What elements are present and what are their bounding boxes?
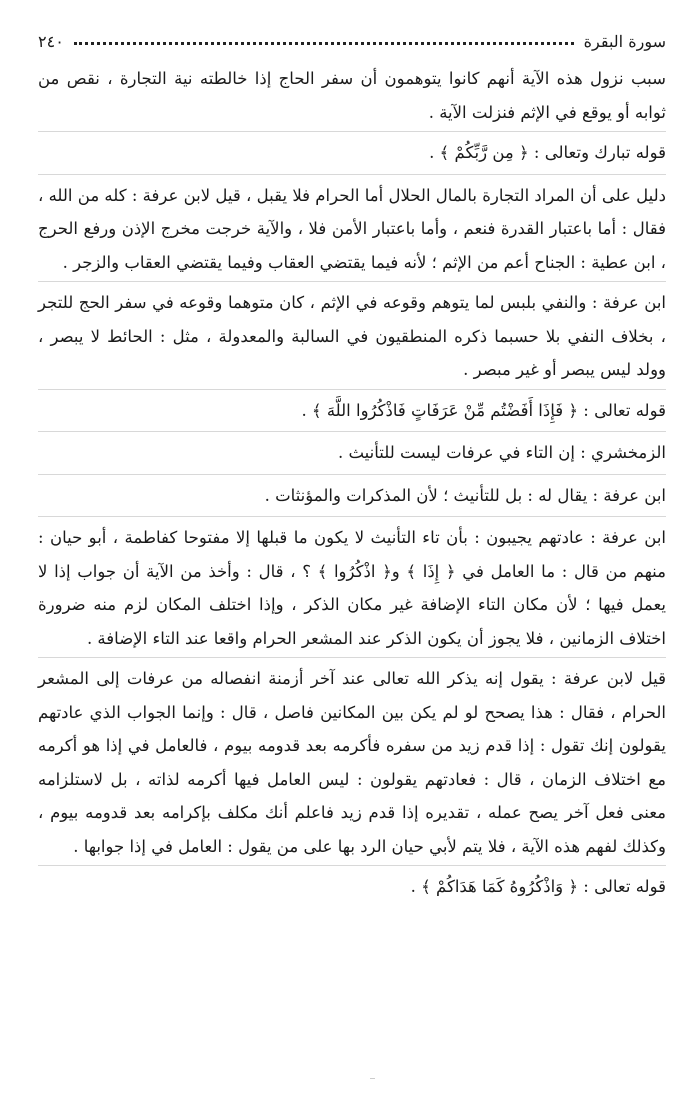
- paragraph-2: قوله تبارك وتعالى : ﴿ مِن رَّبِّكُمْ ﴾ .: [429, 143, 666, 162]
- page-bottom-mark: [370, 1078, 375, 1079]
- header-dotted-rule: [74, 42, 574, 45]
- paragraph-4: ابن عرفة : والنفي بلبس لما يتوهم وقوعه في الإثم ، كان متوهما وقوعه في سفر الحج للتجر ، بخلاف النفي بلا حسبما ذكره المنطقيون في السالبة والمعدولة ، مثل : الحائط لا يبصر ، وولد ليس يبصر أو غير مبصر .: [38, 293, 666, 379]
- paragraph-3: دليل على أن المراد التجارة بالمال الحلال أما الحرام فلا يقبل ، قيل لابن عرفة : كله من الله ، فقال : أما باعتبار القدرة فنعم ، وأما باعتبار الأمن فلا ، والآية خرجت مخرج الإذن ورفع الحرج ، ابن عطية : الجناح أعم من الإثم ؛ لأنه فيما يقتضي العقاب وفيما يقتضي العقاب والزجر .: [38, 185, 666, 272]
- divider: [38, 131, 666, 132]
- paragraph-1: سبب نزول هذه الآية أنهم كانوا يتوهمون أن سفر الحاج إذا خالطته نية التجارة ، نقص من ثوابه أو يوقع في الإثم فنزلت الآية .: [38, 69, 666, 122]
- divider: [38, 174, 666, 175]
- paragraph-7: ابن عرفة : يقال له : بل للتأنيث ؛ لأن المذكرات والمؤنثات .: [264, 485, 666, 505]
- divider: [38, 281, 666, 282]
- divider: [38, 516, 666, 517]
- page-header: [38, 28, 666, 54]
- surah-title: سورة البقرة: [583, 31, 666, 51]
- divider: [38, 389, 666, 390]
- paragraph-9: قيل لابن عرفة : يقول إنه يذكر الله تعالى عند آخر أزمنة انفصاله من عرفات إلى المشعر الحرام ، فقال : هذا يصحح لو لم يكن بين المكانين فاصل ، قال : وإنما الجواب الذي عادتهم يقولون إنك تقول : إذا قدم زيد من سفره فأكرمه بعد قدومه بيوم ، فالعامل في إذا هو أكرمه مع اختلاف الزمان ، قال : فعادتهم يقولون : ليس العامل فيها أكرمه لذاته ، بل لاستلزامه معنى فعل آخر يصح عمله ، تقديره إذا قدم زيد فاعلم أنك مكلف بإكرامه بعد قدومه بيوم ، وكذلك لفهم هذه الآية ، فلا يتم لأبي حيان الرد بها على من يقول : العامل في إذا جوابها .: [38, 669, 666, 856]
- divider: [38, 431, 666, 432]
- book-page: [38, 28, 666, 908]
- divider: [38, 474, 666, 475]
- paragraph-10: قوله تعالى : ﴿ وَاذْكُرُوهُ كَمَا هَدَاكُمْ ﴾ .: [410, 877, 666, 896]
- divider: [38, 865, 666, 866]
- page-number: ٢٤٠: [38, 31, 64, 51]
- paragraph-8: ابن عرفة : عادتهم يجيبون : بأن تاء التأنيث لا يكون ما قبلها إلا مفتوحا كفاطمة ، أبو حيان : منهم من قال : ما العامل في ﴿ إِذَا ﴾ و﴿ اذْكُرُوا ﴾ ؟ ، قال : وأخذ من الآية أن جواب إذا لا يعمل فيها ؛ لأن مكان التاء الإضافة غير مكان الذكر ، وإذا اختلف المكان لزم منه ضرورة اختلاف الزمانين ، فلا يجوز أن يكون الذكر عند المشعر الحرام واقعا عند التاء الإضافة .: [38, 528, 666, 648]
- paragraph-5: قوله تعالى : ﴿ فَإِذَا أَفَضْتُم مِّنْ عَرَفَاتٍ فَاذْكُرُوا اللَّهَ ﴾ .: [301, 400, 666, 420]
- divider: [38, 657, 666, 658]
- paragraph-6: الزمخشري : إن التاء في عرفات ليست للتأنيث .: [337, 443, 666, 462]
